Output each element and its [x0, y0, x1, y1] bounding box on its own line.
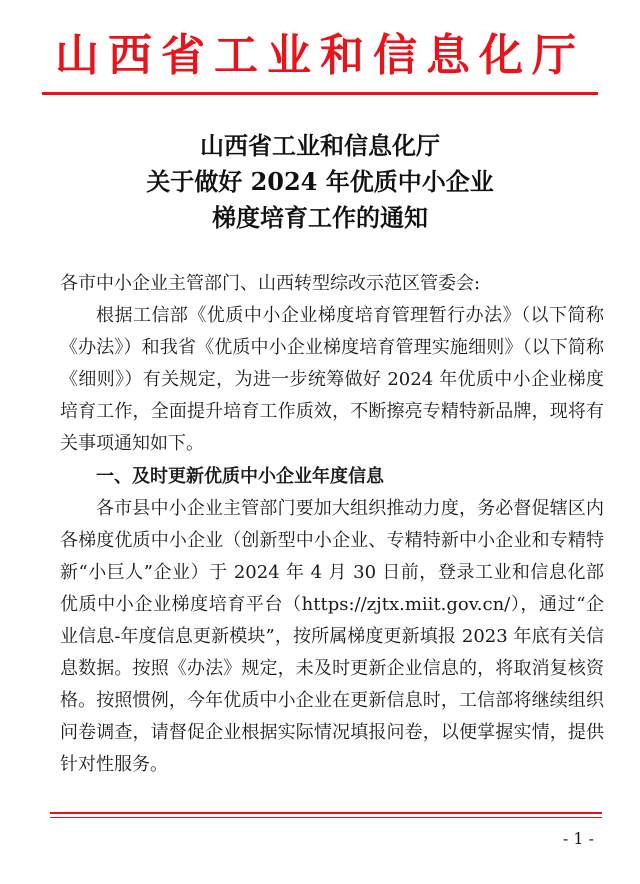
paragraph-section-1: 各市县中小企业主管部门要加大组织推动力度，务必督促辖区内各梯度优质中小企业（创新型中小企业、专精特新中小企业和专精特新“小巨人”企业）于 2024 年 4 月 30 日前，登录工业和信息化部优质中小企业梯度培育平台（https://zjtx.miit.gov.cn/），通过“企业信息-年度信息更新模块”，按所属梯度更新填报 2023 年底有关信息数据。按照《办法》规定，未及时更新企业信息的，将取消复核资格。按照惯例，今年优质中小企业在更新信息时，工信部将继续组织问卷调查，请督促企业根据实际情况填报问卷，以便掌握实情，提供针对性服务。 [60, 498, 604, 775]
title-line-1: 山西省工业和信息化厅 [200, 131, 440, 160]
page-number: - 1 - [562, 829, 594, 848]
salutation: 各市中小企业主管部门、山西转型综改示范区管委会: [60, 273, 481, 294]
paragraph-intro: 根据工信部《优质中小企业梯度培育管理暂行办法》（以下简称《办法》）和我省《优质中小企业梯度培育管理实施细则》（以下简称《细则》）有关规定，为进一步统筹做好 2024 年优质中小企业梯度培育工作，全面提升培育工作质效，不断擦亮专精特新品牌，现将有关事项通知如下。 [60, 305, 604, 454]
title-line-2: 关于做好 2024 年优质中小企业 [146, 167, 494, 196]
title-line-3: 梯度培育工作的通知 [212, 203, 428, 232]
masthead: 山西省工业和信息化厅 [55, 30, 585, 81]
footer-rule-thin [50, 817, 602, 818]
masthead-rule [42, 92, 598, 95]
section-heading-1: 一、及时更新优质中小企业年度信息 [96, 466, 384, 487]
document-title [0, 128, 640, 236]
footer-rule-thick [50, 812, 602, 814]
